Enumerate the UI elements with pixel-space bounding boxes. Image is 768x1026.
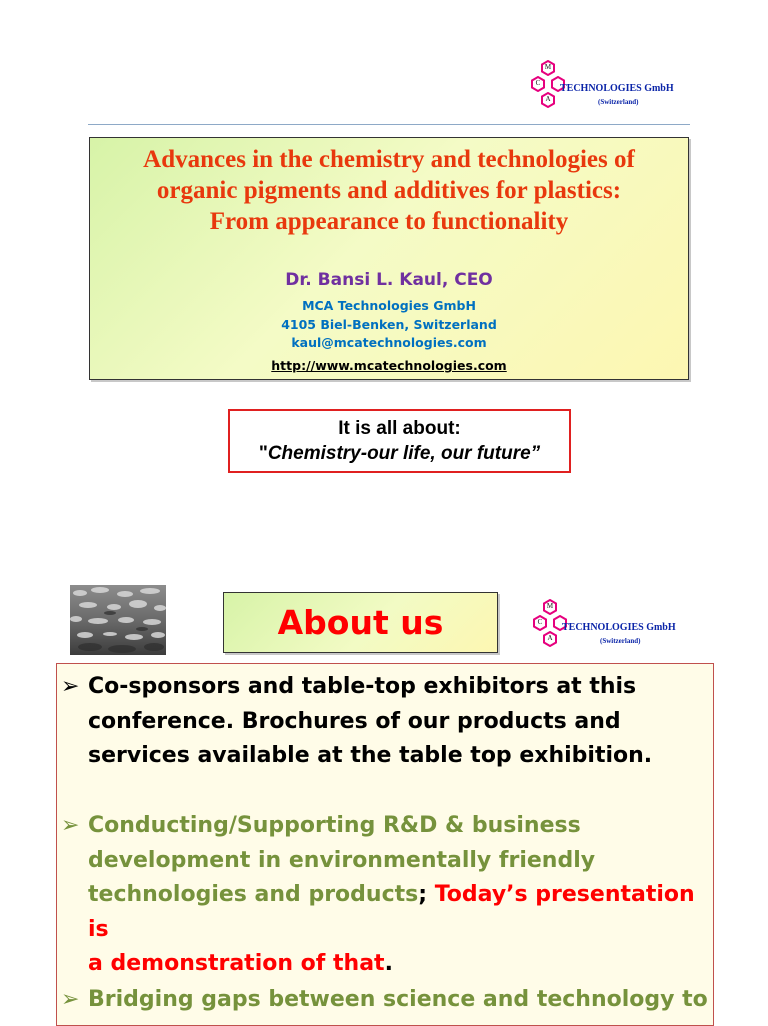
- about-content-box: [56, 663, 714, 1026]
- company-logo-bottom: [524, 597, 694, 661]
- period: .: [384, 951, 393, 976]
- arrow-bullet-icon: ➢: [61, 987, 80, 1012]
- highlight-text: Today’s presentation is: [88, 882, 695, 942]
- logo-letter-c: C: [535, 79, 541, 87]
- quote-mark: ": [258, 443, 268, 464]
- bullet-line: Co-sponsors and table-top exhibitors at this: [88, 674, 637, 699]
- tagline-quote: [230, 441, 569, 466]
- list-item: [61, 983, 709, 1018]
- hexagon-icon: [541, 60, 555, 76]
- author-name: Dr. Bansi L. Kaul, CEO: [285, 270, 493, 290]
- logo-letter-m: M: [544, 63, 552, 71]
- bullet-text: technologies and products: [88, 882, 419, 907]
- title-box: [89, 137, 689, 380]
- water-photo: [70, 585, 166, 655]
- email-address: kaul@mcatechnologies.com: [291, 335, 487, 350]
- bullet-line: conference. Brochures of our products and: [88, 708, 621, 734]
- website-link[interactable]: http://www.mcatechnologies.com: [271, 358, 507, 373]
- presentation-title: [90, 144, 688, 237]
- logo-country: (Switzerland): [600, 637, 641, 645]
- title-line: From appearance to functionality: [209, 208, 569, 235]
- highlight-text: a demonstration of that: [88, 951, 385, 976]
- logo-company-name: TECHNOLOGIES GmbH: [560, 83, 674, 94]
- bullet-line: development in environmentally friendly: [88, 847, 596, 873]
- bullet-line: Bridging gaps between science and technology to: [88, 987, 708, 1012]
- tagline-box: [228, 409, 571, 473]
- bullet-line: services available at the table top exhibition.: [88, 743, 653, 768]
- header-rule: [88, 124, 690, 125]
- logo-letter-c: C: [537, 618, 543, 626]
- list-item: [61, 670, 709, 774]
- logo-country: (Switzerland): [598, 98, 639, 106]
- hexagon-icon: [541, 92, 555, 108]
- arrow-bullet-icon: ➢: [61, 813, 80, 838]
- company-logo-top: [522, 58, 692, 122]
- logo-letter-a: A: [547, 634, 553, 642]
- hexagon-icon: [533, 615, 547, 631]
- logo-letter-a: A: [545, 95, 551, 103]
- hexagon-icon: [531, 76, 545, 92]
- list-item: [61, 809, 709, 982]
- tagline-text: Chemistry-our life, our future”: [267, 443, 541, 464]
- about-heading-box: [223, 592, 498, 653]
- title-line: Advances in the chemistry and technologies of: [143, 146, 635, 173]
- logo-company-name: TECHNOLOGIES GmbH: [562, 622, 676, 633]
- company-address: 4105 Biel-Benken, Switzerland: [281, 316, 497, 332]
- company-name: MCA Technologies GmbH: [302, 298, 476, 313]
- website-row: [90, 357, 688, 375]
- contact-info: [90, 297, 688, 353]
- title-line: organic pigments and additives for plastics:: [156, 177, 622, 204]
- bullet-line: [88, 947, 709, 982]
- arrow-bullet-icon: ➢: [61, 674, 80, 699]
- bullet-line: [88, 878, 709, 947]
- hexagon-icon: [543, 631, 557, 647]
- tagline-intro: It is all about:: [338, 418, 461, 439]
- hexagon-icon: [543, 599, 557, 615]
- logo-letter-m: M: [546, 602, 554, 610]
- separator: ;: [418, 882, 428, 907]
- bullet-line: Conducting/Supporting R&D & business: [88, 813, 581, 838]
- about-heading: About us: [277, 603, 444, 642]
